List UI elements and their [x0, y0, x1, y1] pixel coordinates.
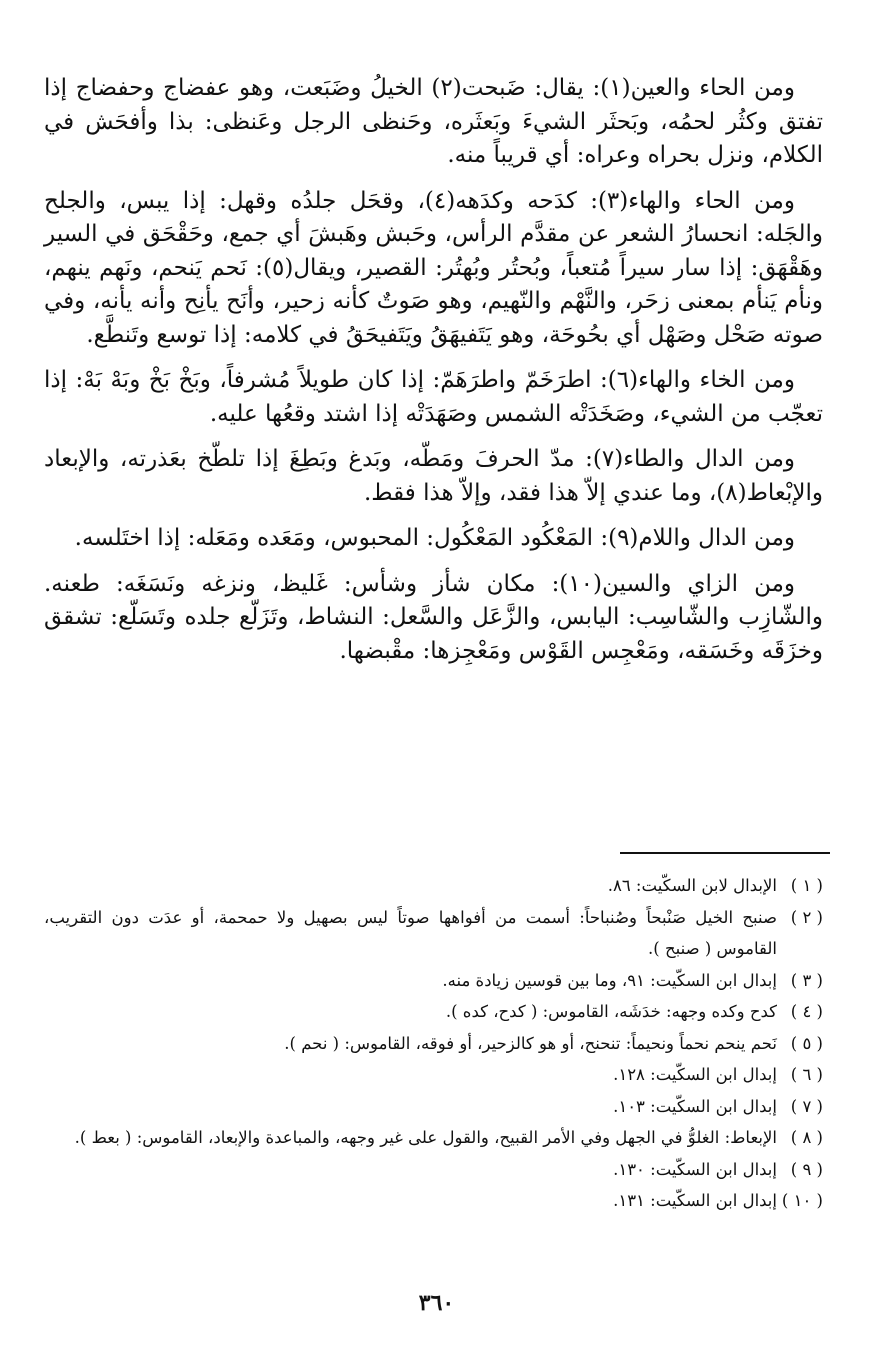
footnote	[44, 996, 823, 1028]
footnote	[44, 1185, 823, 1217]
footnote-number: ( ٩ )	[790, 1159, 823, 1179]
footnote-number: ( ١ )	[790, 876, 823, 895]
footnote-text: إبدال ابن السكّيت: ١٣٠.	[613, 1159, 777, 1179]
footnote-number: ( ٦ )	[790, 1065, 823, 1084]
footnote	[44, 870, 823, 902]
footnote	[44, 1091, 823, 1123]
footnote-text: نَحم ينحم نحماً ونحيماً: تنحنح، أو هو كالزحير، أو فوقه، القاموس: ( نحم ).	[284, 1033, 777, 1053]
footnote	[44, 1059, 823, 1091]
footnote-number: ( ٤ )	[790, 1002, 823, 1021]
footnote	[44, 1028, 823, 1060]
footnote-number: ( ٣ )	[790, 970, 823, 990]
footnote-separator	[620, 852, 830, 854]
paragraph-hah-ha: ومن الحاء والهاء(٣): كدَحه وكدَهه(٤)، وقحَل جلدُه وقهل: إذا يبس، والجلح والجَله: انحسارُ الشعر عن مقدَّم الرأس، وحَبش وهَبشَ أي جمع، وحَقْحَق في السير وهَقْهَق: إذا سار سيراً مُتعباً، وبُحتُر وبُهتُر: القصير، ويقال(٥): نَحم يَنحم، ونَهم ينهم، ونأم يَنأم بمعنى زحَر، والنَّهْم والنّهيم، وهو صَوتٌ كأنه زحير، وأنَح يأنِح وأنه يأنه، وفي صوته صَحْل وصَهْل أي بحُوحَة، وهو يَتَفيهَقُ ويَتَفيحَقُ في كلامه: إذا توسع وتَنطَّع.	[44, 187, 823, 348]
paragraph-dal-ta: ومن الدال والطاء(٧): مدّ الحرفَ ومَطّه، وبَدغ وبَطِغَ إذا تلطّخ بعَذرته، والإبعاد والإبْعاط(٨)، وما عندي إلاّ هذا فقد، وإلاّ هذا فقط.	[44, 446, 823, 506]
footnote-text: الإبدال لابن السكّيت: ٨٦.	[607, 876, 777, 895]
footnote	[44, 965, 823, 997]
footnote	[44, 1154, 823, 1186]
footnote-text: صنبح الخيل صَنْبحاً وصُنباحاً: أسمت من أفواهها صوتاً ليس بصهيل ولا حمحمة، أو عدَت دون التقريب، القاموس ( صنبح ).	[44, 907, 777, 958]
footnote-text: إبدال ابن السكّيت: ١٠٣.	[613, 1096, 777, 1116]
footnote-text: إبدال ابن السكّيت: ١٣١.	[613, 1191, 777, 1210]
paragraph-hah-ain: ومن الحاء والعين(١): يقال: ضَبحت(٢) الخيلُ وضَبَعت، وهو عفضاج وحفضاج إذا تفتق وكثُر لحمُه، وبَحثَر الشيءَ وبَعثَره، وحَنظى الرجل وعَنظى: بذا وأفحَش في الكلام، ونزل بحراه وعراه: أي قريباً منه.	[44, 75, 823, 168]
footnote-text: كدح وكده وجهه: خدَشَه، القاموس: ( كدح، كده ).	[445, 1002, 777, 1021]
footnote-number: ( ٨ )	[790, 1128, 823, 1147]
page-number: ٣٦٠	[418, 1290, 455, 1316]
footnote-text: الإبعاط: الغلوُّ في الجهل وفي الأمر القبيح، والقول على غير وجهه، والمباعدة والإبعاد، القاموس: ( بعط ).	[74, 1128, 777, 1147]
paragraph-dal-lam: ومن الدال واللام(٩): المَعْكُود المَعْكُول: المحبوس، ومَعَده ومَعَله: إذا اختَلسه.	[74, 525, 795, 551]
footnote-number: ( ٥ )	[790, 1033, 823, 1053]
footnote	[44, 902, 823, 965]
footnote-number: ( ١٠ )	[781, 1191, 823, 1210]
footnote	[44, 1122, 823, 1154]
footnote-number: ( ٧ )	[790, 1096, 823, 1116]
footnote-text: إبدال ابن السكّيت: ١٢٨.	[613, 1065, 777, 1084]
paragraph-zay-sin: ومن الزاي والسين(١٠): مكان شأز وشأس: غَليظ، ونزغه ونَسَغَه: طعنه. والشّازِب والشّاسِب: اليابس، والزَّعَل والسَّعل: النشاط، وتَزَلّع جلده وتَسَلّع: تشقق وخزَقَه وخَسَقه، ومَعْجِس القَوْس ومَعْجِزها: مقْبضها.	[44, 570, 823, 664]
main-text	[44, 72, 823, 680]
footnotes	[44, 870, 823, 1217]
paragraph-kha-ha: ومن الخاء والهاء(٦): اطرَخَمّ واطرَهَمّ: إذا كان طويلاً مُشرفاً، وبَخْ بَخْ وبَهْ بَهْ: إذا تعجّب من الشيء، وصَخَدَتْه الشمس وصَهَدَتْه إذا اشتد وقعُها عليه.	[44, 367, 823, 427]
footnote-number: ( ٢ )	[790, 907, 823, 927]
footnote-text: إبدال ابن السكّيت: ٩١، وما بين قوسين زيادة منه.	[442, 970, 777, 990]
